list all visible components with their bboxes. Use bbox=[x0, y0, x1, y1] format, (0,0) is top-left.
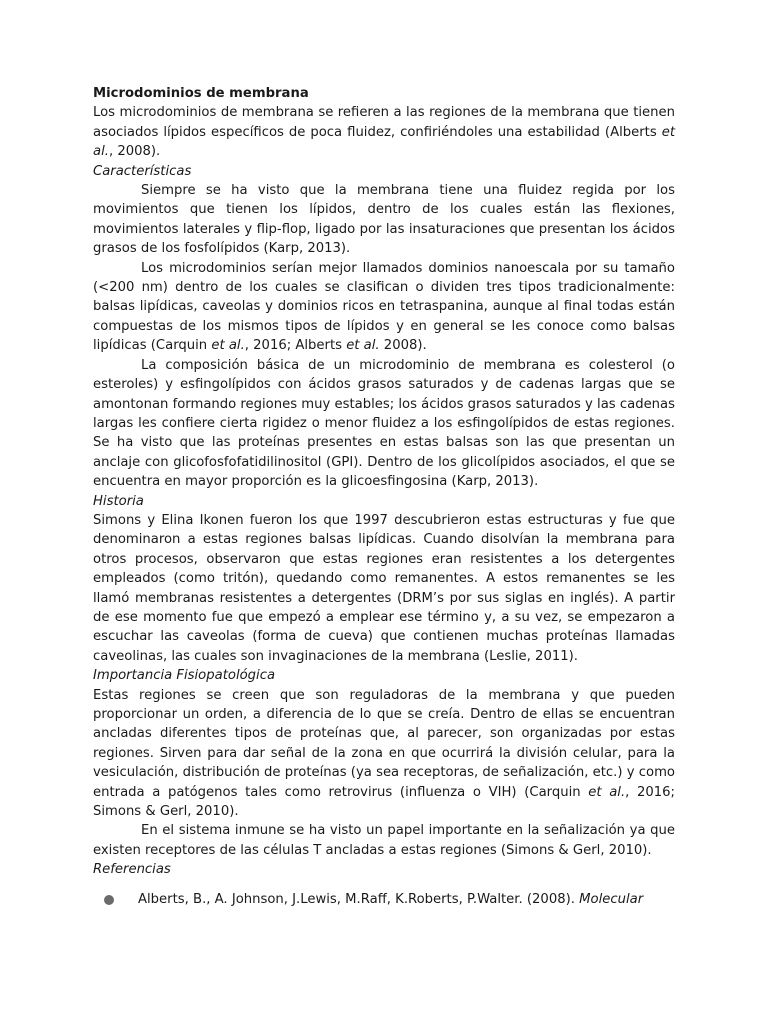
intro-paragraph: Los microdominios de membrana se refieren a las regiones de la membrana que tienen asociados lípidos específicos de poca fluidez, confiriéndoles una estabilidad (Alberts et al., 2008). bbox=[93, 105, 675, 160]
caracteristicas-paragraph-2: Los microdominios serían mejor llamados dominios nanoescala por su tamaño (<200 nm) dentro de los cuales se clasifican o dividen tres tipos tradicionalmente: balsas lipídicas, caveolas y dominios ricos en tetraspanina, aunque al final todas están compuestas de los mismos tipos de lípidos y en general se les conoce como balsas lipídicas (Carquin et al., 2016; Alberts et al. 2008). bbox=[93, 260, 675, 354]
heading-importancia: Importancia Fisiopatológica bbox=[93, 668, 276, 684]
historia-paragraph: Simons y Elina Ikonen fueron los que 1997 descubrieron estas estructuras y fue que denominaron a estas regiones balsas lipídicas. Cuando disolvían la membrana para otros procesos, observaron que estas regiones eran resistentes a los detergentes empleados (como tritón), quedando como remanentes. A estos remanentes se les llamó membranas resistentes a detergentes (DRM’s por sus siglas en inglés). A partir de ese momento fue que empezó a emplear ese término y, a su vez, se empezaron a escuchar las caveolas (forma de cueva) que contienen muchas proteínas llamadas caveolinas, las cuales son invaginaciones de la membrana (Leslie, 2011). bbox=[93, 512, 675, 664]
importancia-paragraph-1: Estas regiones se creen que son reguladoras de la membrana y que pueden proporcionar un orden, a diferencia de lo que se creía. Dentro de ellas se encuentran ancladas diferentes tipos de proteínas que, al parecer, son organizadas por estas regiones. Sirven para dar señal de la zona en que ocurrirá la división celular, para la vesiculación, distribución de proteínas (ya sea receptoras, de señalización, etc.) y como entrada a patógenos tales como retrovirus (influenza o VIH) (Carquin et al., 2016; Simons & Gerl, 2010). bbox=[93, 687, 675, 820]
heading-referencias: Referencias bbox=[93, 862, 171, 878]
heading-caracteristicas: Características bbox=[93, 163, 192, 179]
caracteristicas-paragraph-3: La composición básica de un microdominio de membrana es colesterol (o esteroles) y esfingolípidos con ácidos grasos saturados y de cadenas largas que se amontonan formando regiones muy estables; los ácidos grasos saturados y las cadenas largas les confiere cierta rigidez o menor fluidez a los esfingolípidos de estas regiones. Se ha visto que las proteínas presentes en estas balsas son las que presentan un anclaje con glicofosfofatidilinositol (GPI). Dentro de los glicolípidos asociados, el que se encuentra en mayor proporción es la glicoesfingosina (Karp, 2013). bbox=[93, 357, 675, 490]
bullet-icon bbox=[104, 895, 114, 905]
document-page bbox=[93, 84, 675, 909]
document-title: Microdominios de membrana bbox=[93, 86, 309, 101]
caracteristicas-paragraph-1: Siempre se ha visto que la membrana tiene una fluidez regida por los movimientos que tienen los lípidos, dentro de los cuales están las flexiones, movimientos laterales y flip-flop, ligado por las insaturaciones que presentan los ácidos grasos de los fosfolípidos (Karp, 2013). bbox=[93, 183, 675, 257]
reference-item: Alberts, B., A. Johnson, J.Lewis, M.Raff, K.Roberts, P.Walter. (2008). Molecular bbox=[93, 890, 675, 909]
importancia-paragraph-2: En el sistema inmune se ha visto un papel importante en la señalización ya que existen receptores de las células T ancladas a estas regiones (Simons & Gerl, 2010). bbox=[93, 823, 675, 858]
heading-historia: Historia bbox=[93, 493, 144, 509]
references-list bbox=[93, 890, 675, 909]
